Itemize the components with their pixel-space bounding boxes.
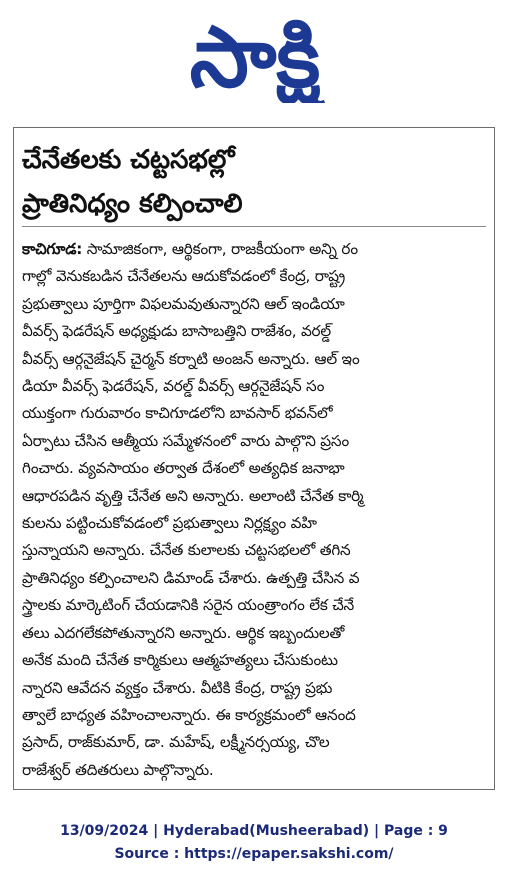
body-line: డియా వీవర్స్ ఫెడరేషన్, వరల్డ్ వీవర్స్ ఆర్గనైజేషన్ సం [22, 377, 325, 396]
body-line: స్త్రాలకు మార్కెటింగ్ చేయడానికి సరైన యంత్రాంగం లేక చేనే [22, 596, 355, 615]
body-line: ప్రసాద్, రాజ్‌కుమార్, డా. మహేష్, లక్ష్మీనర్సయ్య, చొల [22, 733, 330, 752]
headline-line-2: ప్రాతినిధ్యం కల్పించాలి [22, 189, 243, 219]
article-headline [22, 138, 482, 226]
body-line: స్తున్నాయని అన్నారు. చేనేత కులాలకు చట్టసభలలో తగిన [22, 541, 351, 560]
body-line: గించారు. వ్యవసాయం తర్వాత దేశంలో అత్యధిక జనాభా [22, 459, 345, 478]
article-body [22, 236, 488, 784]
footer-source-link[interactable]: Source : https://epaper.sakshi.com/ [114, 846, 394, 862]
logo-text: సాక్షి [189, 8, 321, 103]
body-line: యుక్తంగా గురువారం కాచిగూడలోని బావసార్ భవన్‌లో [22, 404, 333, 423]
body-line: అనేక మంది చేనేత కార్మికులు ఆత్మహత్యలు చేసుకుంటు [22, 651, 338, 670]
body-line: రాజేశ్వర్ తదితరులు పాల్గొన్నారు. [22, 760, 214, 779]
body-line: ఏర్పాటు చేసిన ఆత్మీయ సమ్మేళనంలో వారు పాల్గొని ప్రసం [22, 431, 350, 450]
body-first-text: సామాజికంగా, ఆర్థికంగా, రాజకీయంగా అన్ని రం [82, 240, 358, 258]
footer-edition-info: 13/09/2024 | Hyderabad(Musheerabad) | Page : 9 [60, 823, 448, 839]
headline-divider [22, 226, 486, 227]
body-line: గాల్లో వెనుకబడిన చేనేతలను ఆదుకోవడంలో కేంద్ర, రాష్ట్ర [22, 267, 346, 286]
body-line: న్నారని ఆవేదన వ్యక్తం చేశారు. వీటికి కేంద్ర, రాష్ట్ర ప్రభు [22, 678, 333, 697]
page-footer [0, 820, 508, 866]
headline-line-1: చేనేతలకు చట్టసభల్లో [22, 145, 235, 175]
sakshi-logo [150, 8, 360, 103]
body-line: తలు ఎదగలేకపోతున్నారని అన్నారు. ఆర్థిక ఇబ్బందులతో [22, 623, 345, 642]
body-line: ఆధారపడిన వృత్తి చేనేత అని అన్నారు. అలాంటి చేనేత కార్మి [22, 486, 364, 505]
body-line [22, 236, 488, 263]
body-line: వీవర్స్ ఫెడరేషన్ అధ్యక్షుడు బాసాబత్తిని రాజేశం, వరల్డ్ [22, 322, 331, 341]
dateline: కాచిగూడ: [22, 240, 83, 258]
body-line: కులను పట్టించుకోవడంలో ప్రభుత్వాలు నిర్లక్ష్యం వహి [22, 514, 317, 533]
body-line: వీవర్స్ ఆర్గనైజేషన్ చైర్మన్ కర్నాటి అంజన్ అన్నారు. ఆల్ ఇం [22, 349, 360, 368]
body-line: ప్రాతినిధ్యం కల్పించాలని డిమాండ్ చేశారు. ఉత్పత్తి చేసిన వ [22, 568, 360, 587]
body-line: త్వాలే బాధ్యత వహించాలన్నారు. ఈ కార్యక్రమంలో ఆనంద [22, 705, 356, 724]
body-line: ప్రభుత్వాలు పూర్తిగా విఫలమవుతున్నారని ఆల్ ఇండియా [22, 294, 345, 313]
